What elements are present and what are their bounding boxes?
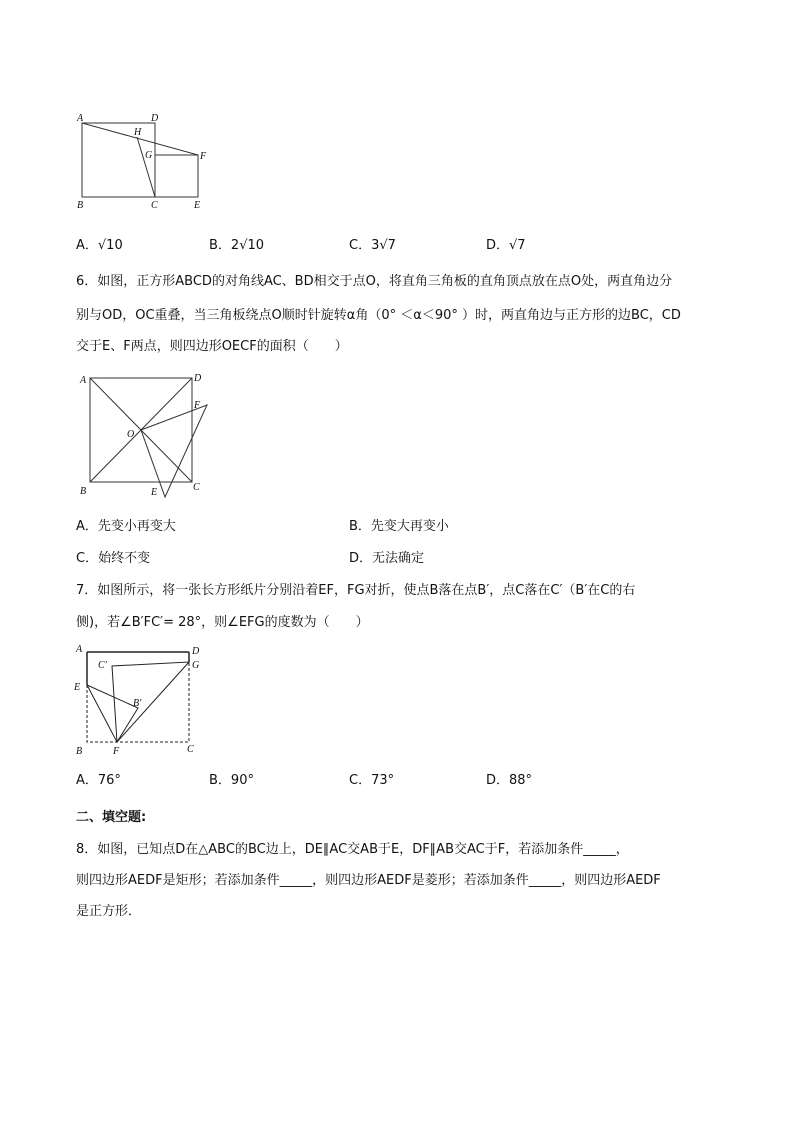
label-D: D xyxy=(192,646,200,657)
label-F: F xyxy=(113,746,120,757)
q6-option-c[interactable]: C．始终不变 xyxy=(76,551,151,566)
label-A: A xyxy=(77,113,84,124)
q6-option-b[interactable]: B．先变大再变小 xyxy=(349,519,449,534)
q6-text-line: 6．如图，正方形ABCD的对角线AC、BD相交于点O，将直角三角板的直角顶点放在点O处，两直角边分 xyxy=(76,274,673,289)
q7-option-d[interactable]: D．88° xyxy=(486,773,533,788)
label-E: E xyxy=(151,487,158,498)
label-C: C xyxy=(187,744,194,755)
label-H: H xyxy=(134,127,142,138)
label-B: B xyxy=(77,200,84,211)
q7-text-line: 侧)，若∠B′FC′= 28°，则∠EFG的度数为（ ） xyxy=(76,615,369,630)
q8-text-line: 是正方形． xyxy=(76,904,142,919)
q8-text-line: 则四边形AEDF是矩形；若添加条件_____，则四边形AEDF是菱形；若添加条件_____，则四边形AEDF xyxy=(76,873,661,888)
label-B: B xyxy=(80,486,87,497)
q5-option-a[interactable]: A．√10 xyxy=(76,238,123,253)
label-F: F xyxy=(200,151,207,162)
section-heading-fill-in: 二、填空题: xyxy=(76,810,147,825)
label-E: E xyxy=(74,682,81,693)
label-C: C xyxy=(151,200,158,211)
label-D: D xyxy=(194,373,202,384)
label-A: A xyxy=(76,644,83,655)
label-E: E xyxy=(194,200,201,211)
label-D: D xyxy=(151,113,159,124)
q7-option-b[interactable]: B．90° xyxy=(209,773,254,788)
q6-option-a[interactable]: A．先变小再变大 xyxy=(76,519,176,534)
q6-text-line: 交于E、F两点，则四边形OECF的面积（ ） xyxy=(76,339,348,354)
q7-text-line: 7．如图所示，将一张长方形纸片分别沿着EF，FG对折，使点B落在点B′，点C落在C′（B′在C的右 xyxy=(76,583,636,598)
label-F: F xyxy=(194,400,201,411)
label-B: B xyxy=(76,746,83,757)
q5-option-d[interactable]: D．√7 xyxy=(486,238,526,253)
label-B-prime: B′ xyxy=(133,698,142,709)
q5-option-c[interactable]: C．3√7 xyxy=(349,238,396,253)
q6-option-d[interactable]: D．无法确定 xyxy=(349,551,425,566)
q5-option-b[interactable]: B．2√10 xyxy=(209,238,265,253)
label-A: A xyxy=(80,375,87,386)
label-C: C xyxy=(193,482,200,493)
q7-option-c[interactable]: C．73° xyxy=(349,773,395,788)
q8-text-line: 8．如图，已知点D在△ABC的BC边上，DE∥AC交AB于E，DF∥AB交AC于F，若添加条件_____， xyxy=(76,842,629,857)
label-O: O xyxy=(127,429,135,440)
label-C-prime: C′ xyxy=(98,660,107,671)
label-G: G xyxy=(192,660,200,671)
q6-text-line: 别与OD，OC重叠，当三角板绕点O顺时针旋转α角（0° ＜α＜90° ）时，两直角边与正方形的边BC，CD xyxy=(76,308,681,323)
q7-option-a[interactable]: A．76° xyxy=(76,773,121,788)
label-G: G xyxy=(145,150,153,161)
